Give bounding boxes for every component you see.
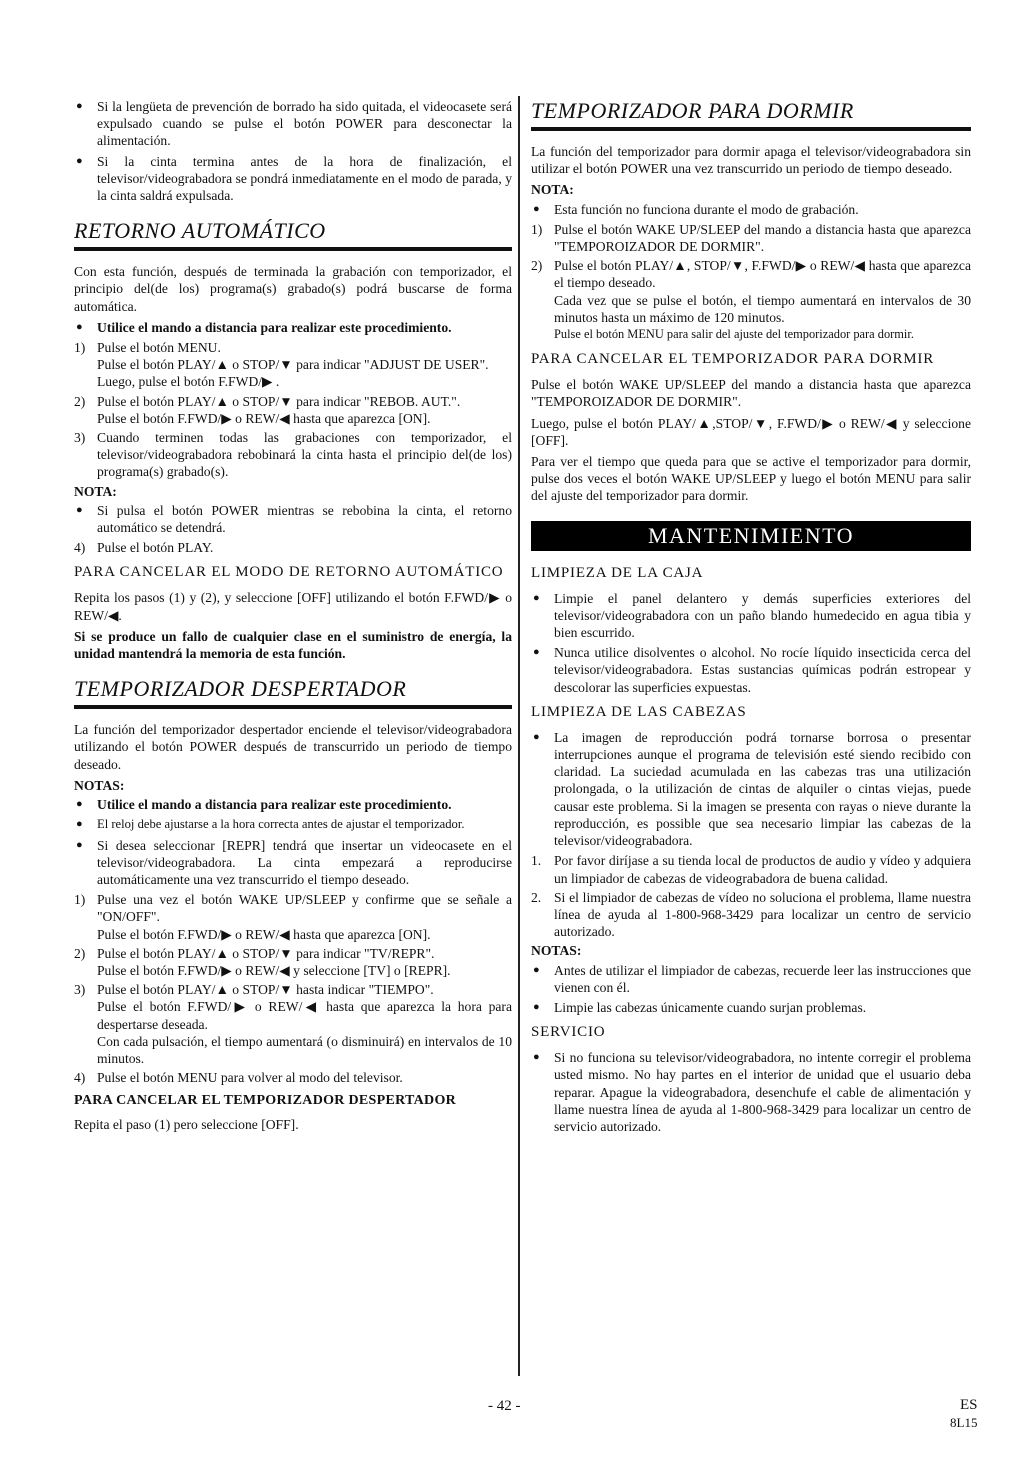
paragraph: Repita los pasos (1) y (2), y seleccione [OFF] utilizando el botón F.FWD/▶ o REW/◀.	[74, 590, 512, 623]
step-line: Pulse el botón PLAY/▲ o STOP/▼ para indicar "REBOB. AUT.".	[97, 393, 461, 409]
step-item	[74, 429, 512, 481]
list-item: ● Limpie las cabezas únicamente cuando surjan problemas.	[531, 999, 971, 1016]
page-number: - 42 -	[488, 1398, 521, 1414]
step-item	[531, 221, 971, 255]
step-line: Pulse el botón MENU.	[97, 340, 221, 356]
paragraph: Con esta función, después de terminada la grabación con temporizador, el principio del(de los) programa(s) grabado(s) podrá buscarse de forma automática.	[74, 264, 512, 314]
nota-label: NOTA:	[74, 483, 117, 499]
step-number: 1.	[531, 853, 542, 869]
step-item	[74, 1069, 512, 1086]
section-title-dormir: TEMPORIZADOR PARA DORMIR	[531, 98, 971, 131]
left-column	[74, 98, 512, 1138]
subsection-title: LIMPIEZA DE LA CAJA	[531, 564, 704, 581]
step-item	[74, 891, 512, 943]
step-line: Pulse el botón PLAY/▲ o STOP/▼ para indicar "ADJUST DE USER".	[97, 357, 489, 373]
step-number: 2)	[531, 258, 543, 274]
paragraph: Si se produce un fallo de cualquier clase en el suministro de energía, la unidad mantendrá la memoria de esta función.	[74, 628, 512, 662]
column-divider	[518, 96, 520, 1376]
step-line: Cada vez que se pulse el botón, el tiempo aumentará en intervalos de 30 minutos hasta un máximo de 120 minutos.	[554, 292, 971, 325]
step-line: Pulse el botón F.FWD/▶ o REW/◀ hasta que aparezca [ON].	[97, 410, 431, 426]
list-item: ● Utilice el mando a distancia para realizar este procedimiento.	[74, 796, 512, 813]
paragraph: Pulse el botón WAKE UP/SLEEP del mando a distancia hasta que aparezca "TEMPOROIZADOR DE DORMIR".	[531, 377, 971, 410]
step-item	[74, 339, 512, 391]
list-item: ● Antes de utilizar el limpiador de cabezas, recuerde leer las instrucciones que vienen con él.	[531, 962, 971, 996]
step-line: Pulse el botón MENU para volver al modo del televisor.	[97, 1070, 403, 1086]
list-item: ● Nunca utilice disolventes o alcohol. No rocíe líquido insecticida cerca del televisor/videograbadora. Estas sustancias químicas podrán estropear y descolorar las superficies expuestas.	[531, 644, 971, 696]
paragraph: La función del temporizador para dormir apaga el televisor/videograbadora sin utilizar el botón POWER una vez transcurrido un periodo de tiempo deseado.	[531, 144, 971, 177]
subsection-title: LIMPIEZA DE LAS CABEZAS	[531, 703, 747, 720]
step-line: Pulse el botón MENU para salir del ajuste del temporizador para dormir.	[554, 327, 914, 342]
step-item	[74, 981, 512, 1067]
subsection-title: PARA CANCELAR EL MODO DE RETORNO AUTOMÁTICO	[74, 564, 504, 581]
footer-code	[950, 1396, 977, 1432]
subsection-title: PARA CANCELAR EL TEMPORIZADOR DESPERTADOR	[74, 1093, 457, 1109]
list-item: ● La imagen de reproducción podrá tornarse borrosa o presentar interrupciones aunque el programa de televisión esté siendo recibido con claridad. La suciedad acumulada en las cabezas tras una utilización prolongada, o la utilización de cintas de alquiler o cintas viejas, puede causar este problema. Si la imagen se presenta con rayas o nieve durante la reproducción, es possible que sea necesario limpiar las cabezas de la televisor/videograbadora.	[531, 729, 971, 849]
list-item: ● El reloj debe ajustarse a la hora correcta antes de ajustar el temporizador.	[74, 816, 512, 833]
step-item	[531, 889, 971, 941]
list-item: ● Utilice el mando a distancia para realizar este procedimiento.	[74, 319, 512, 336]
step-number: 2)	[74, 393, 86, 409]
step-line: Pulse una vez el botón WAKE UP/SLEEP y confirme que se señale a "ON/OFF".	[97, 892, 512, 925]
step-line: Si el limpiador de cabezas de vídeo no soluciona el problema, llame nuestra línea de ayuda al 1-800-968-3429 para localizar un centro de servicio autorizado.	[554, 889, 971, 940]
step-line: Pulse el botón PLAY.	[97, 540, 214, 556]
step-number: 3)	[74, 982, 86, 998]
section-title-despertador: TEMPORIZADOR DESPERTADOR	[74, 676, 512, 709]
right-column	[531, 98, 971, 1138]
step-item	[531, 852, 971, 886]
step-item	[531, 257, 971, 343]
step-number: 4)	[74, 1070, 86, 1086]
step-number: 2)	[74, 945, 86, 961]
step-line: Pulse el botón PLAY/▲ o STOP/▼ hasta indicar "TIEMPO".	[97, 982, 434, 998]
step-number: 1)	[531, 221, 543, 237]
language-code: ES	[959, 1397, 978, 1413]
step-item	[74, 539, 512, 556]
list-item: ● Si no funciona su televisor/videograbadora, no intente corregir el problema usted mismo. No hay partes en el interior de unidad que el usuario deba reparar. Apague la videograbadora, desenchufe el cable de alimentación y llame nuestra línea de ayuda al 1-800-968-3429 para localizar un centro de servicio autorizado.	[531, 1049, 971, 1135]
section-title-retorno: RETORNO AUTOMÁTICO	[74, 218, 512, 251]
step-item	[74, 393, 512, 427]
subsection-title: SERVICIO	[531, 1024, 606, 1041]
list-item: ● Si la cinta termina antes de la hora de finalización, el televisor/videograbadora se pondrá inmediatamente en el modo de parada, y la cinta saldrá expulsada.	[74, 153, 512, 205]
paragraph: Repita el paso (1) pero seleccione [OFF].	[74, 1117, 299, 1133]
step-number: 4)	[74, 540, 86, 556]
step-number: 1)	[74, 892, 86, 908]
list-item: ● Limpie el panel delantero y demás superficies exteriores del televisor/videograbadora con un paño blando humedecido en agua tibia y bien escurrido.	[531, 590, 971, 642]
step-line: Pulse el botón F.FWD/▶ o REW/◀ hasta que aparezca [ON].	[97, 926, 431, 942]
step-line: Cuando terminen todas las grabaciones con temporizador, el televisor/videograbadora rebobinará la cinta hasta el principio del(de los) programa(s) grabado(s).	[97, 430, 512, 480]
step-item	[74, 945, 512, 979]
step-line: Pulse el botón F.FWD/▶ o REW/◀ y seleccione [TV] o [REPR].	[97, 962, 451, 978]
nota-label: NOTA:	[531, 182, 574, 198]
list-item: ● Esta función no funciona durante el modo de grabación.	[531, 201, 971, 218]
list-item: ● Si desea seleccionar [REPR] tendrá que insertar un videocasete en el televisor/videograbadora. La cinta empezará a reproducirse automáticamente una vez transcurrido el tiempo deseado.	[74, 837, 512, 889]
step-line: Pulse el botón F.FWD/▶ o REW/◀ hasta que aparezca la hora para despertarse deseada.	[97, 999, 512, 1032]
model-code: 8L15	[950, 1415, 978, 1430]
paragraph: Para ver el tiempo que queda para que se active el temporizador para dormir, pulse dos veces el botón WAKE UP/SLEEP y luego el botón MENU para salir del ajuste del temporizador para dormir.	[531, 454, 971, 504]
step-line: Por favor diríjase a su tienda local de productos de audio y vídeo y adquiera un limpiador de cabezas de videograbadora de buena calidad.	[554, 853, 971, 886]
list-item: ● Si pulsa el botón POWER mientras se rebobina la cinta, el retorno automático se detendrá.	[74, 502, 512, 536]
step-line: Con cada pulsación, el tiempo aumentará (o disminuirá) en intervalos de 10 minutos.	[97, 1033, 512, 1066]
step-line: Pulse el botón WAKE UP/SLEEP del mando a distancia hasta que aparezca "TEMPOROIZADOR DE DORMIR".	[554, 221, 971, 255]
step-line: Luego, pulse el botón F.FWD/▶ .	[97, 374, 280, 390]
step-number: 2.	[531, 889, 542, 905]
step-line: Pulse el botón PLAY/▲, STOP/▼, F.FWD/▶ o REW/◀ hasta que aparezca el tiempo deseado.	[554, 258, 971, 291]
notas-label: NOTAS:	[531, 943, 582, 959]
paragraph: La función del temporizador despertador enciende el televisor/videograbadora utilizando el botón POWER después de transcurrido un periodo de tiempo deseado.	[74, 722, 512, 772]
list-item: ● Si la lengüeta de prevención de borrado ha sido quitada, el videocasete será expulsado cuando se pulse el botón POWER para desconectar la alimentación.	[74, 98, 512, 150]
step-number: 1)	[74, 340, 86, 356]
paragraph: Luego, pulse el botón PLAY/▲,STOP/▼, F.FWD/▶ o REW/◀ y seleccione [OFF].	[531, 415, 971, 448]
step-line: Pulse el botón PLAY/▲ o STOP/▼ para indicar "TV/REPR".	[97, 945, 435, 961]
section-band-mantenimiento: MANTENIMIENTO	[531, 521, 971, 551]
notas-label: NOTAS:	[74, 777, 125, 793]
step-number: 3)	[74, 430, 86, 446]
subsection-title: PARA CANCELAR EL TEMPORIZADOR PARA DORMIR	[531, 351, 935, 368]
